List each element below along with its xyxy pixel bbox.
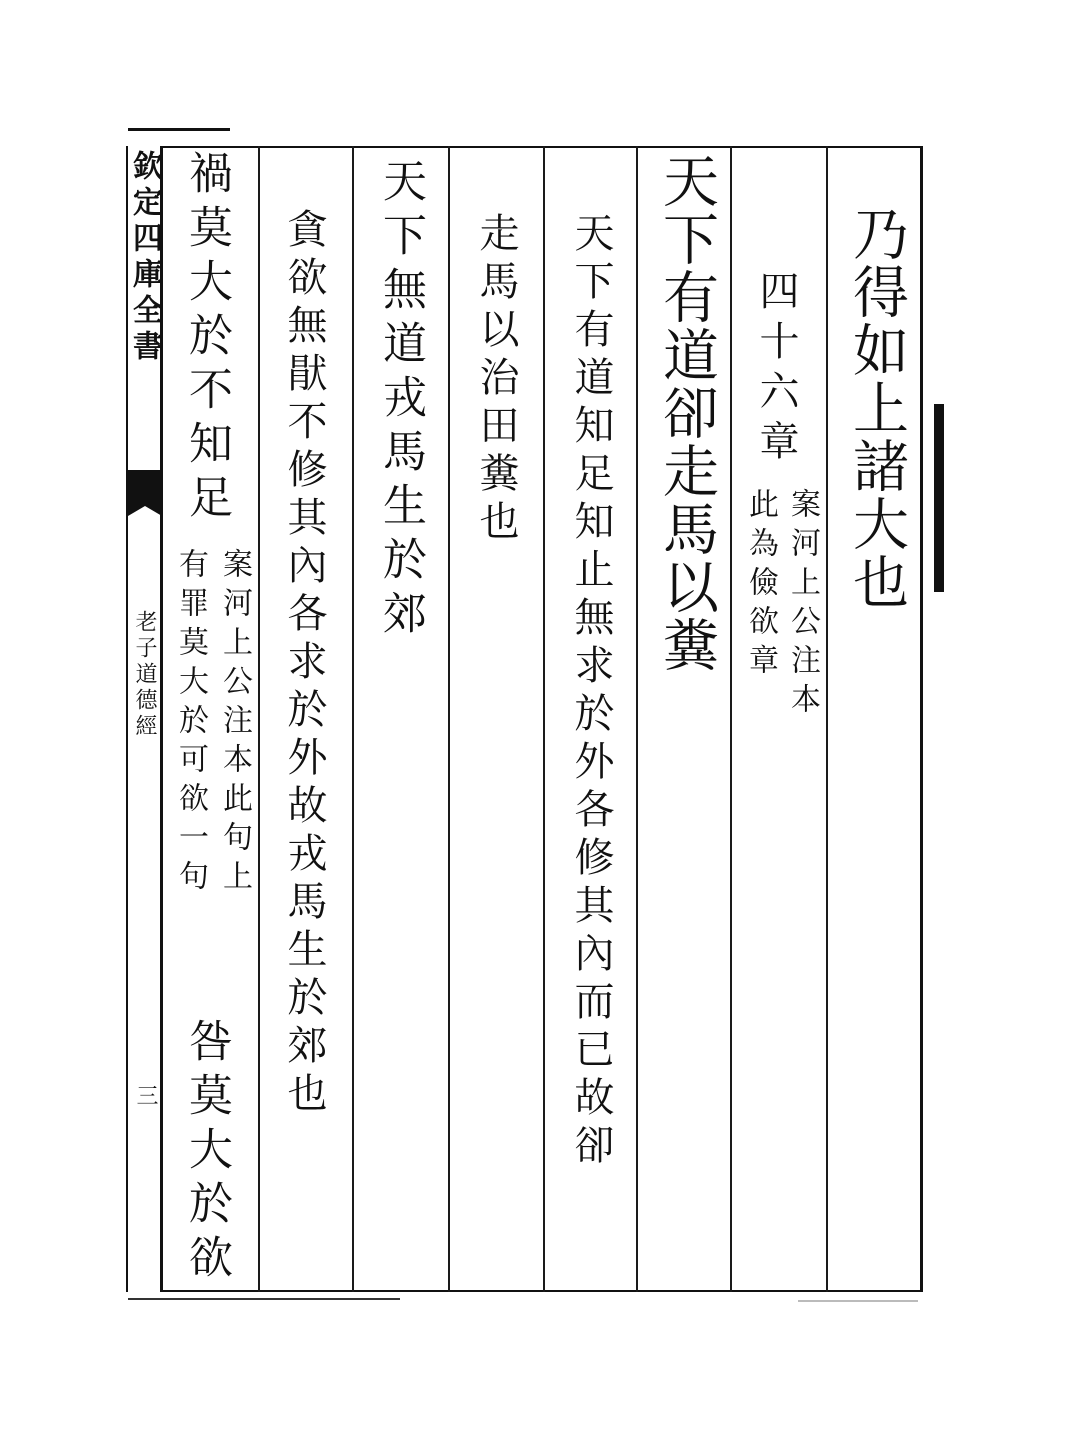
- fish-tail-mark-icon: [128, 470, 162, 522]
- page-number: 三: [133, 1084, 158, 1106]
- column-divider: [636, 146, 638, 1292]
- chapter-note-right: 案河上公注本: [785, 488, 820, 722]
- chapter-note-left: 此為儉欲章: [743, 488, 778, 683]
- column-8-note-left: 有罪莫大於可欲一句: [173, 548, 208, 899]
- column-divider: [448, 146, 450, 1292]
- text-column-1: 乃得如上諸大也: [844, 205, 909, 611]
- column-divider: [352, 146, 354, 1292]
- text-column-8-top: 禍莫大於不知足: [181, 150, 232, 528]
- top-rule: [128, 128, 230, 131]
- column-divider: [730, 146, 732, 1292]
- book-title: 老子道德經: [132, 610, 157, 740]
- column-divider: [826, 146, 828, 1292]
- commentary-column-5: 走馬以治田糞也: [473, 212, 519, 548]
- column-divider: [543, 146, 545, 1292]
- text-column-8-bottom: 咎莫大於欲: [181, 1018, 232, 1288]
- bottom-rule: [128, 1298, 400, 1300]
- collection-title: 欽定四庫全書: [127, 150, 162, 366]
- text-column-6: 天下無道戎馬生於郊: [375, 158, 426, 644]
- column-8-note-right: 案河上公注本此句上: [217, 548, 252, 899]
- commentary-column-7: 貪欲無猒不修其內各求於外故戎馬生於郊也: [281, 208, 327, 1120]
- commentary-column-4: 天下有道知足知止無求於外各修其內而已故卻: [568, 212, 614, 1172]
- column-divider: [258, 146, 260, 1292]
- bottom-rule-right: [798, 1300, 918, 1302]
- text-column-3: 天下有道卻走馬以糞: [654, 152, 719, 674]
- side-tab-mark: [934, 404, 944, 592]
- chapter-heading: 四十六章: [753, 270, 799, 470]
